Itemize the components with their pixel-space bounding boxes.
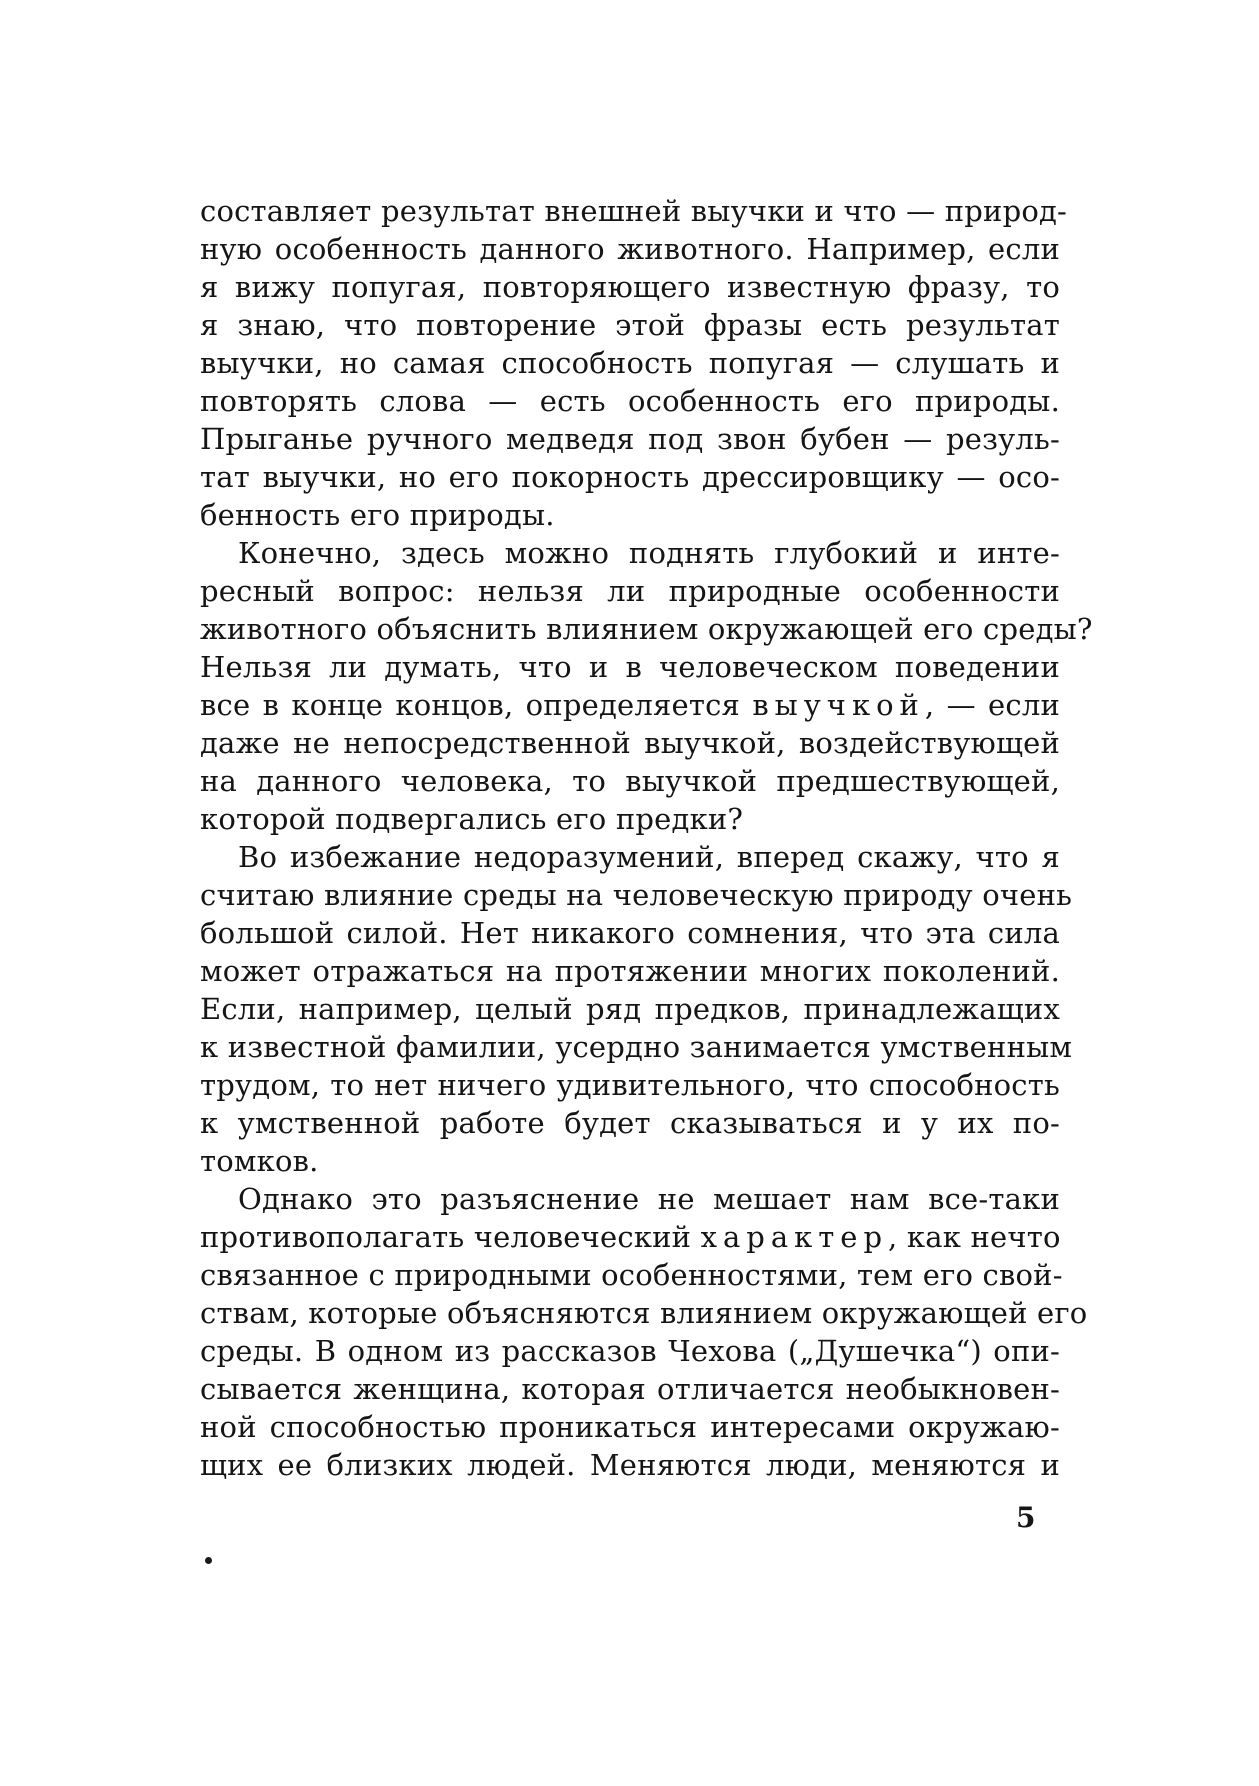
- text-line: ствам, которые объясняются влиянием окружающей его: [200, 1296, 1088, 1330]
- text-line: Однако это разъяснение не мешает нам все-таки: [238, 1182, 1060, 1216]
- text-line: Нельзя ли думать, что и в человеческом поведении: [200, 650, 1060, 684]
- text-line: Конечно, здесь можно поднять глубокий и инте-: [238, 536, 1060, 570]
- text-segment: , как нечто: [888, 1220, 1061, 1254]
- text-line: томков.: [200, 1144, 319, 1178]
- text-segment: , — если: [924, 688, 1060, 722]
- text-line: считаю влияние среды на человеческую природу очень: [200, 878, 1073, 912]
- emphasized-word: характер: [700, 1220, 889, 1254]
- text-line: на данного человека, то выучкой предшествующей,: [200, 764, 1060, 798]
- text-line: я знаю, что повторение этой фразы есть результат: [200, 308, 1060, 342]
- text-line: я вижу попугая, повторяющего известную фразу, то: [200, 270, 1060, 304]
- text-line-with-emphasis: [200, 686, 1060, 724]
- text-line: составляет результат внешней выучки и что — природ-: [200, 194, 1068, 228]
- text-line: может отражаться на протяжении многих поколений.: [200, 954, 1060, 988]
- page-number: 5: [1016, 1501, 1036, 1534]
- text-line: повторять слова — есть особенность его природы.: [200, 384, 1060, 418]
- ink-speck: [205, 1557, 212, 1564]
- paragraph-3: [200, 838, 1073, 1180]
- body-text: [200, 192, 1093, 1484]
- text-segment: все в конце концов, определяется: [200, 688, 753, 722]
- text-line: ную особенность данного животного. Например, если: [200, 232, 1060, 266]
- text-line: выучки, но самая способность попугая — слушать и: [200, 346, 1060, 380]
- text-line: среды. В одном из рассказов Чехова („Душечка“) опи-: [200, 1334, 1060, 1368]
- text-line: Прыганье ручного медведя под звон бубен — резуль-: [200, 422, 1060, 456]
- text-line-with-emphasis: [200, 1218, 1060, 1256]
- text-line: бенность его природы.: [200, 498, 555, 532]
- paragraph-4: [200, 1180, 1088, 1484]
- text-line: животного объяснить влиянием окружающей его среды?: [200, 612, 1093, 646]
- text-line: к умственной работе будет сказываться и у их по-: [200, 1106, 1060, 1140]
- paragraph-2: [200, 534, 1093, 838]
- text-line: тат выучки, но его покорность дрессировщику — осо-: [200, 460, 1060, 494]
- text-line: ной способностью проникаться интересами окружаю-: [200, 1410, 1060, 1444]
- text-line: к известной фамилии, усердно занимается умственным: [200, 1030, 1073, 1064]
- text-line: которой подвергались его предки?: [200, 802, 744, 836]
- paragraph-1: [200, 192, 1068, 534]
- text-segment: противополагать человеческий: [200, 1220, 701, 1254]
- emphasized-word: выучкой: [752, 688, 925, 722]
- text-line: большой силой. Нет никакого сомнения, что эта сила: [200, 916, 1060, 950]
- text-line: связанное с природными особенностями, тем его свой-: [200, 1258, 1063, 1292]
- text-line: даже не непосредственной выучкой, воздействующей: [200, 726, 1060, 760]
- text-line: ресный вопрос: нельзя ли природные особенности: [200, 574, 1060, 608]
- text-line: трудом, то нет ничего удивительного, что способность: [200, 1068, 1060, 1102]
- text-line: Если, например, целый ряд предков, принадлежащих: [200, 992, 1060, 1026]
- text-line: сывается женщина, которая отличается необыкновен-: [200, 1372, 1060, 1406]
- text-line: Во избежание недоразумений, вперед скажу, что я: [238, 840, 1060, 874]
- text-line: щих ее близких людей. Меняются люди, меняются и: [200, 1448, 1060, 1482]
